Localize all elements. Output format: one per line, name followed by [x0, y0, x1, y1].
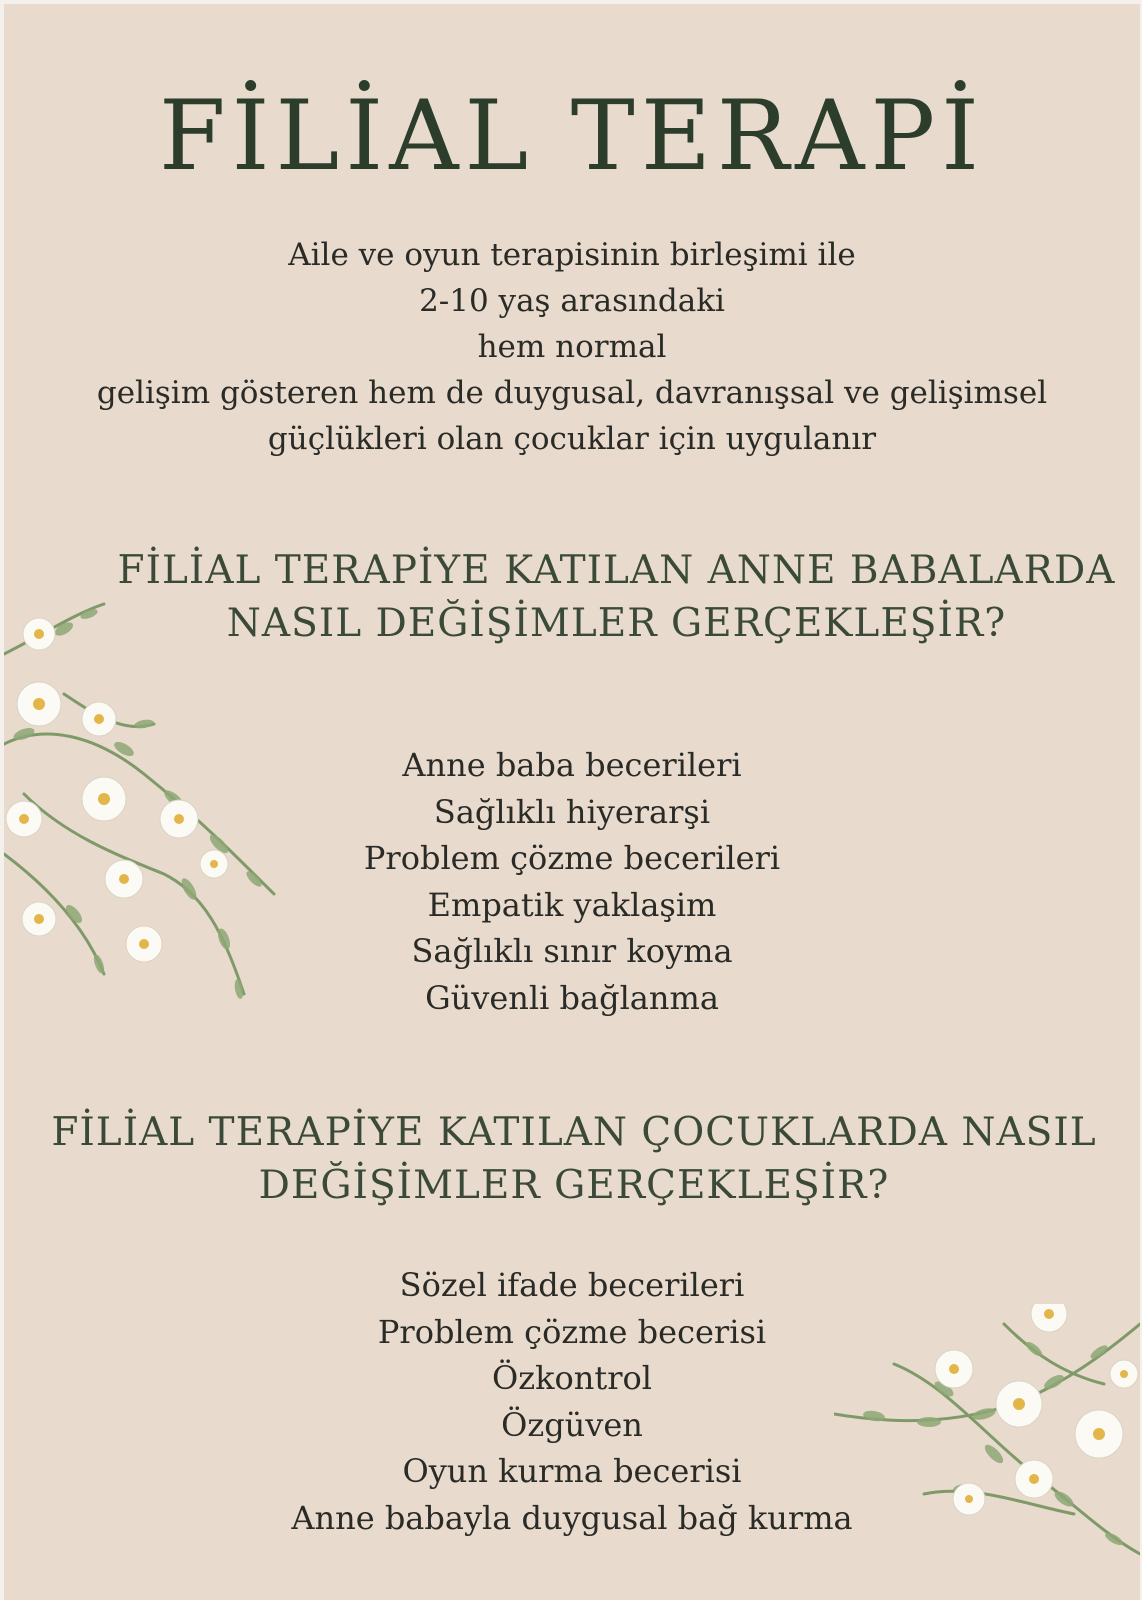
list-item: Sağlıklı hiyerarşi [433, 792, 711, 831]
intro-line: güçlükleri olan çocuklar için uygulanır [267, 421, 877, 457]
list-item: Sağlıklı sınır koyma [411, 932, 733, 970]
list-item: Anne babayla duygusal bağ kurma [291, 1498, 853, 1537]
list-item: Güvenli bağlanma [425, 978, 719, 1017]
list-item: Özgüven [501, 1405, 643, 1444]
intro-line: 2-10 yaş arasındaki [419, 283, 725, 319]
list-item: Özkontrol [491, 1359, 652, 1397]
heading-line: DEĞİŞİMLER GERÇEKLEŞİR? [258, 1163, 890, 1208]
white-flower-branch-left-icon [4, 594, 304, 1034]
children-section-heading [24, 1106, 1124, 1212]
intro-line: Aile ve oyun terapisinin birleşimi ile [288, 237, 856, 273]
intro-text [4, 232, 1140, 462]
heading-line: NASIL DEĞİŞİMLER GERÇEKLEŞİR? [226, 601, 1007, 646]
list-item: Oyun kurma becerisi [402, 1452, 742, 1490]
heading-line: FİLİAL TERAPİYE KATILAN ÇOCUKLARDA NASIL [51, 1110, 1097, 1155]
heading-line: FİLİAL TERAPİYE KATILAN ANNE BABALARDA [117, 548, 1116, 593]
white-flower-branch-right-icon [834, 1304, 1140, 1564]
intro-line: gelişim gösteren hem de duygusal, davranışsal ve gelişimsel [96, 375, 1048, 411]
list-item: Problem çözme becerileri [363, 839, 781, 877]
list-item: Anne baba becerileri [402, 746, 742, 784]
intro-line: hem normal [477, 329, 667, 365]
list-item: Problem çözme becerisi [377, 1312, 767, 1351]
list-item: Sözel ifade becerileri [399, 1266, 745, 1304]
poster [4, 4, 1140, 1600]
list-item: Empatik yaklaşim [427, 885, 717, 924]
poster-title: FİLİAL TERAPİ [158, 80, 986, 192]
